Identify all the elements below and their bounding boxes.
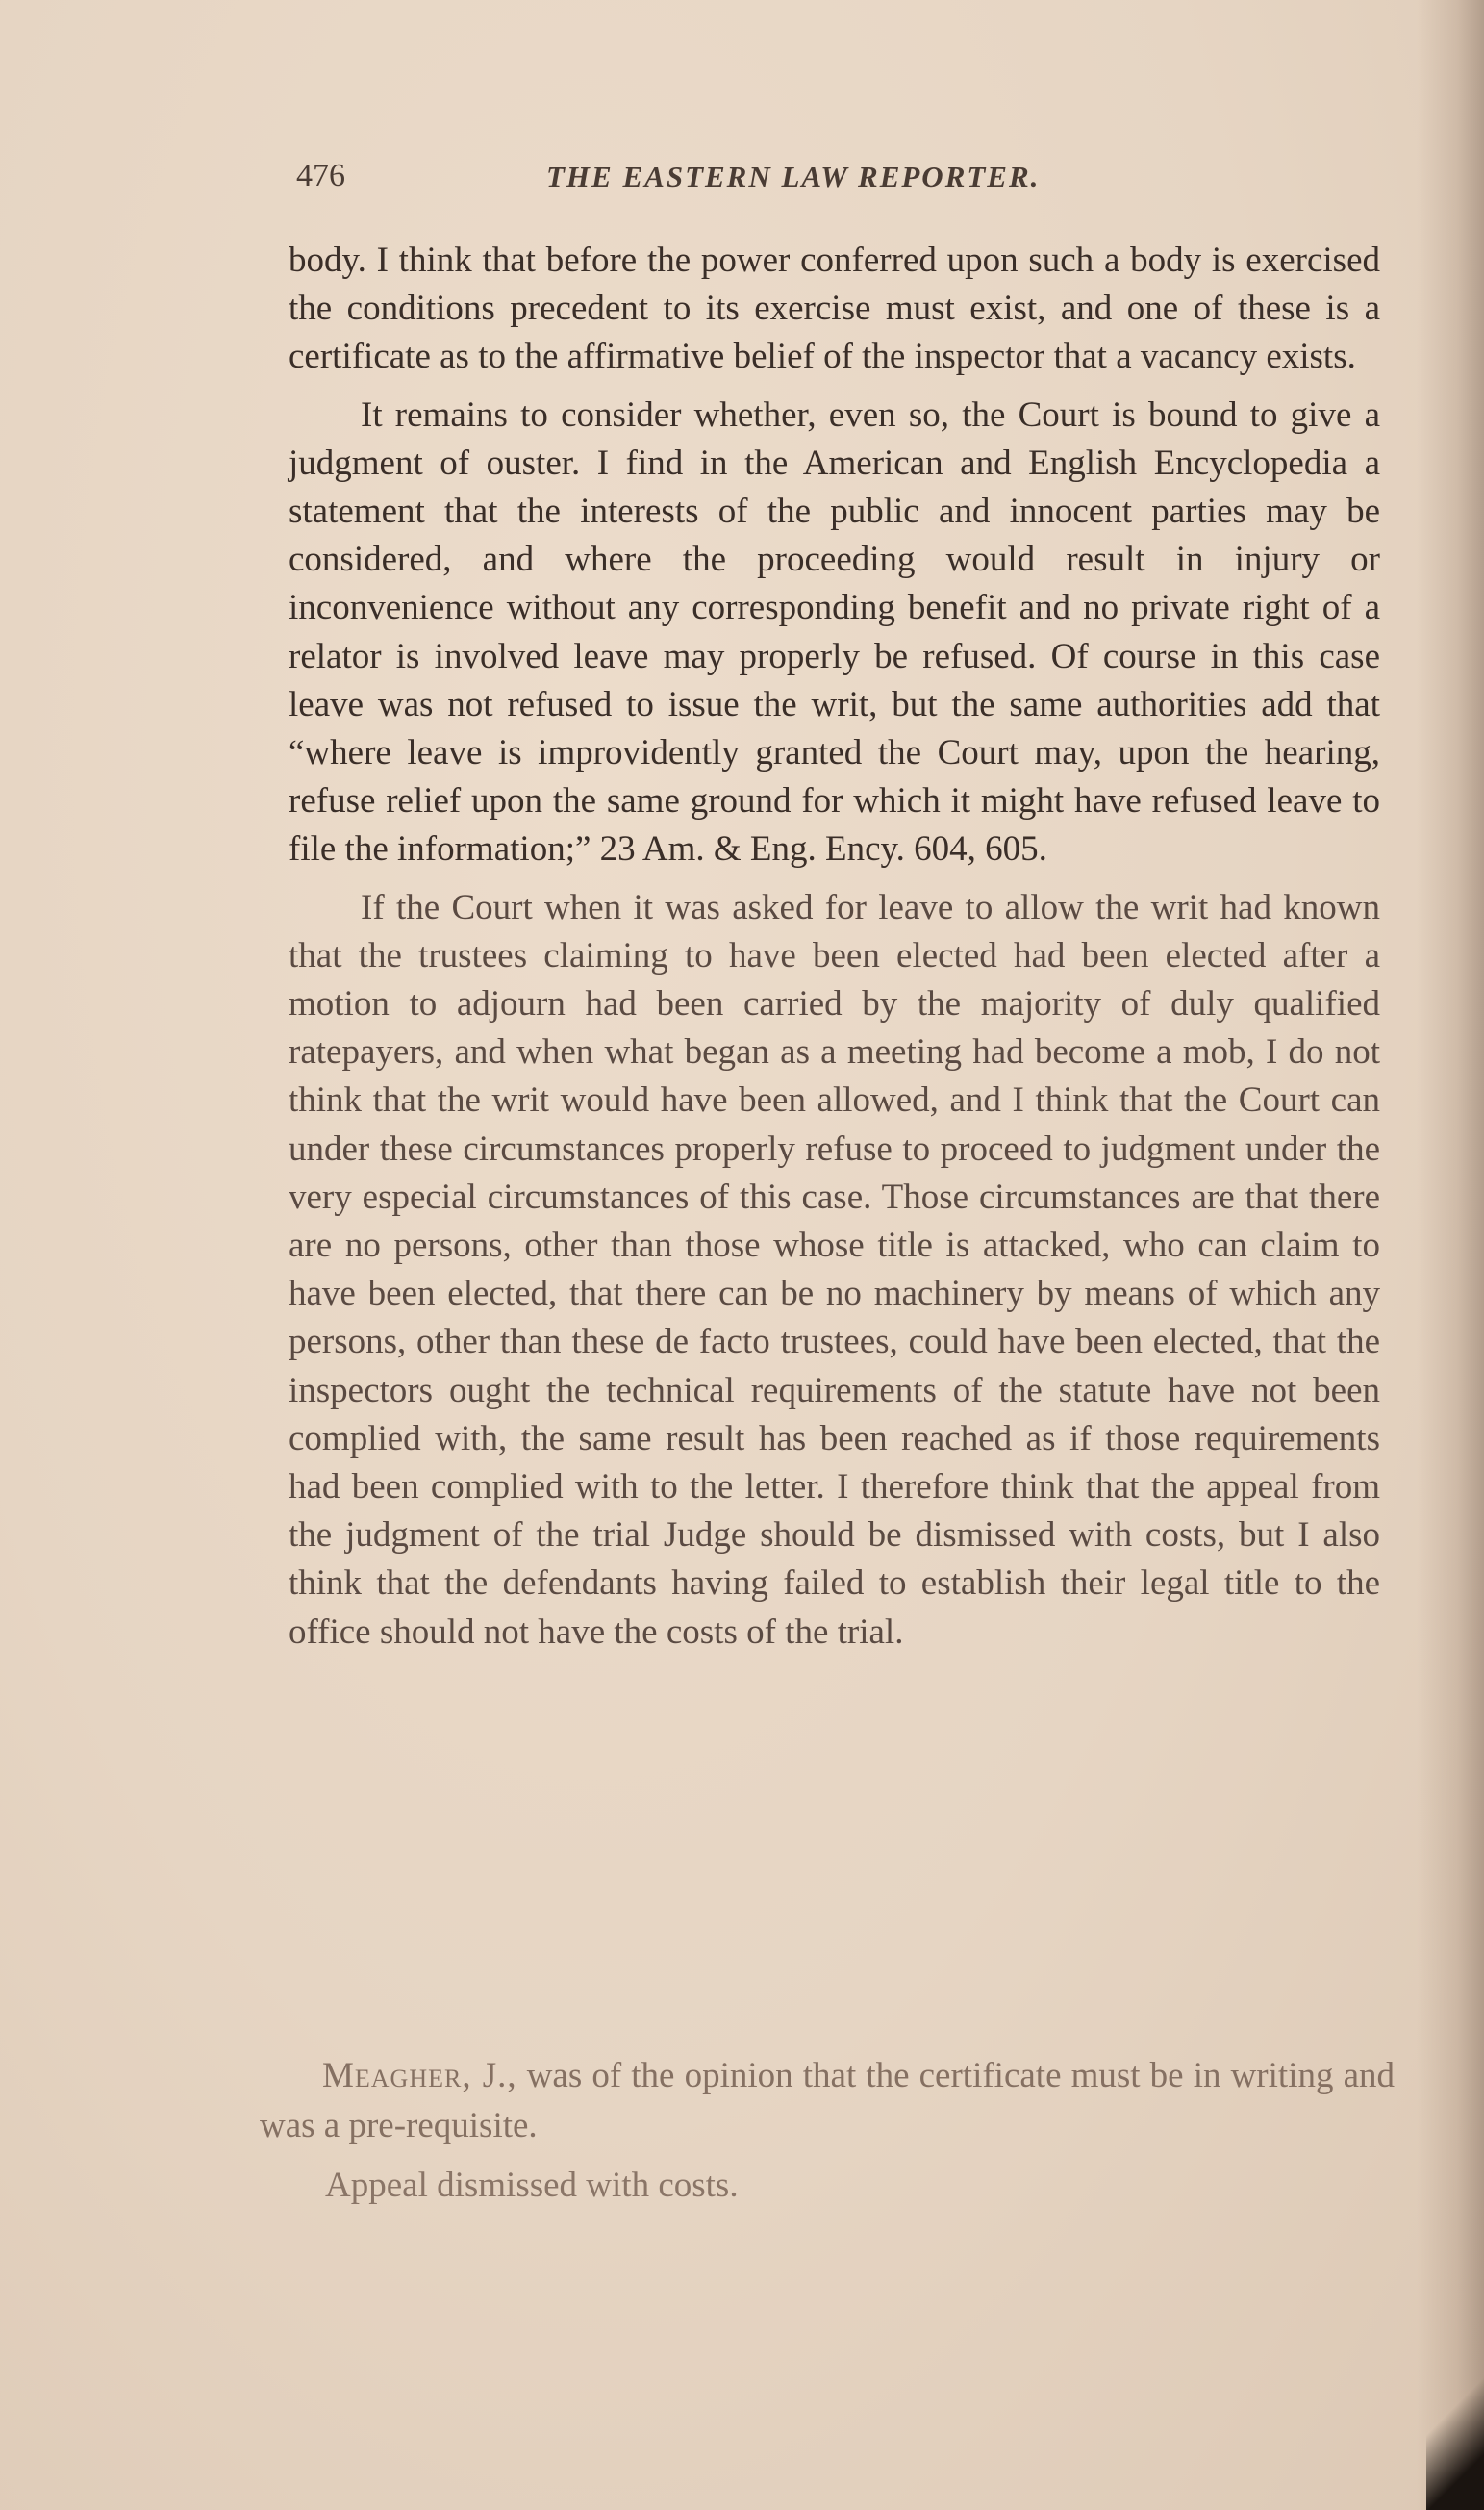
running-head — [296, 158, 1162, 206]
publication-title: THE EASTERN LAW REPORTER. — [546, 160, 1041, 193]
paragraph-3: If the Court when it was asked for leave to allow the writ had known that the trustees claiming to have been elected had been elected after a motion to adjourn had been carried by the majority of duly qualified ratepayers, and when what began as a meeting had become a mob, I do not think that the writ would have been allowed, and I think that the Court can under these circumstances properly refuse to proceed to judgment under the very especial circumstances of this case. Those circumstances are that there are no persons, other than those whose title is attacked, who can claim to have been elected, that there can be no machinery by means of which any persons, other than these de facto trustees, could have been elected, that the inspectors ought the technical requirements of the statute have not been complied with, the same result has been reached as if those requirements had been complied with to the letter. I therefore think that the appeal from the judgment of the trial Judge should be dismissed with costs, but I also think that the defendants having failed to establish their legal title to the office should not have the costs of the trial. — [289, 887, 1380, 1652]
paragraph-1: body. I think that before the power conferred upon such a body is exercised the conditions precedent to its exercise must exist, and one of these is a certificate as to the affirmative belief of the inspector that a vacancy exists. — [289, 241, 1380, 377]
judge-name: Meagher, J., — [322, 2056, 517, 2095]
body-text — [289, 237, 1380, 1666]
opinion-text: was of the opinion that the certificate must be in writing and was a pre-requisite. — [260, 2056, 1395, 2145]
page-number: 476 — [296, 158, 345, 193]
corner-shadow — [1426, 2346, 1484, 2510]
opinion-note — [260, 2051, 1395, 2151]
disposition: Appeal dismissed with costs. — [325, 2166, 739, 2205]
page-edge-shadow — [1417, 0, 1484, 2510]
paragraph-2: It remains to consider whether, even so, the Court is bound to give a judgment of ouster. I find in the American and English Encyclopedia a statement that the interests of the public and innocent parties may be considered, and where the proceeding would result in injury or inconvenience without any corresponding benefit and no private right of a relator is involved leave may properly be refused. Of course in this case leave was not refused to issue the writ, but the same authorities add that “where leave is improvidently granted the Court may, upon the hearing, refuse relief upon the same ground for which it might have refused leave to file the information;” 23 Am. & Eng. Ency. 604, 605. — [289, 394, 1380, 870]
